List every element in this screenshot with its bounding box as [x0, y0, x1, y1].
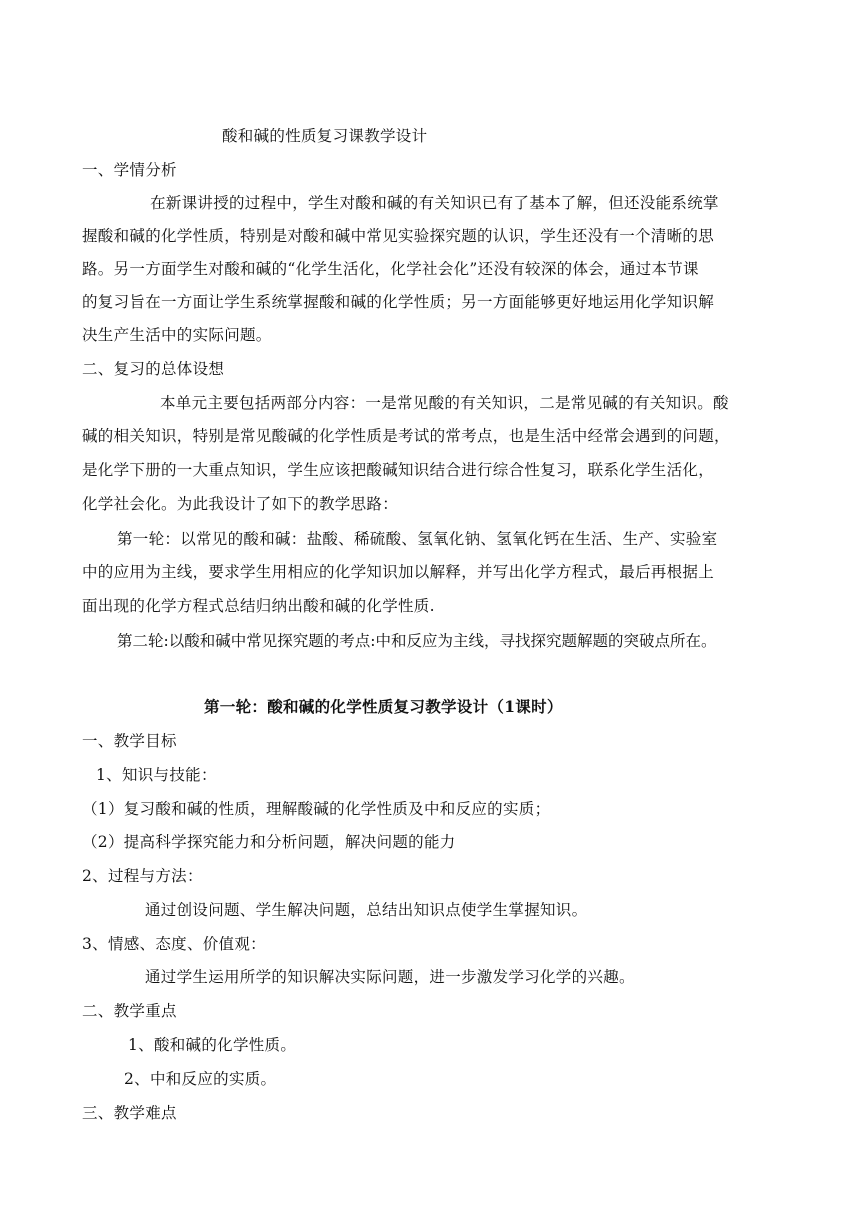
subheading-process-methods: 2、过程与方法： [82, 867, 203, 885]
list-item: 2、中和反应的实质。 [124, 1070, 277, 1088]
section-heading-teaching-goals: 一、教学目标 [82, 732, 177, 750]
section-heading-learner-analysis: 一、学情分析 [82, 161, 177, 179]
paragraph-line: 中的应用为主线，要求学生用相应的化学知识加以解释，并写出化学方程式，最后再根据上 [82, 563, 715, 581]
list-item: 1、酸和碱的化学性质。 [128, 1036, 297, 1054]
section-heading-key-points: 二、教学重点 [82, 1002, 177, 1020]
paragraph-line: 决生产生活中的实际问题。 [82, 326, 272, 344]
paragraph-line: 是化学下册的一大重点知识，学生应该把酸碱知识结合进行综合性复习，联系化学生活化， [82, 461, 715, 479]
paragraph-line: 通过学生运用所学的知识解决实际问题，进一步激发学习化学的兴趣。 [145, 968, 635, 986]
paragraph-line: 握酸和碱的化学性质，特别是对酸和碱中常见实验探究题的认识，学生还没有一个清晰的思 [82, 227, 715, 245]
paragraph-line: 在新课讲授的过程中，学生对酸和碱的有关知识已有了基本了解，但还没能系统掌 [150, 194, 719, 212]
list-item: （2）提高科学探究能力和分析问题，解决问题的能力 [82, 833, 456, 851]
paragraph-line: 的复习旨在一方面让学生系统掌握酸和碱的化学性质；另一方面能够更好地运用化学知识解 [82, 293, 715, 311]
section-heading-difficult-points: 三、教学难点 [82, 1104, 177, 1122]
document-title: 酸和碱的性质复习课教学设计 [222, 127, 428, 145]
section-heading-overall-plan: 二、复习的总体设想 [82, 360, 225, 378]
paragraph-line: 化学社会化。为此我设计了如下的教学思路： [82, 495, 399, 513]
paragraph-line: 第二轮:以酸和碱中常见探究题的考点:中和反应为主线，寻找探究题解题的突破点所在。 [117, 632, 717, 650]
paragraph-line: 第一轮：以常见的酸和碱：盐酸、稀硫酸、氢氧化钠、氢氧化钙在生活、生产、实验室 [117, 530, 718, 548]
part-title: 第一轮：酸和碱的化学性质复习教学设计（1课时） [204, 697, 563, 716]
paragraph-line: 本单元主要包括两部分内容：一是常见酸的有关知识，二是常见碱的有关知识。酸 [160, 394, 729, 412]
paragraph-line: 面出现的化学方程式总结归纳出酸和碱的化学性质. [82, 597, 435, 615]
paragraph-line: 通过创设问题、学生解决问题，总结出知识点使学生掌握知识。 [145, 901, 588, 919]
paragraph-line: 碱的相关知识，特别是常见酸碱的化学性质是考试的常考点，也是生活中经常会遇到的问题， [82, 427, 730, 445]
subheading-knowledge-skills: 1、知识与技能： [96, 766, 217, 784]
subheading-emotion-values: 3、情感、态度、价值观： [82, 935, 266, 953]
paragraph-line: 路。另一方面学生对酸和碱的“化学生活化，化学社会化”还没有较深的体会，通过本节课 [82, 260, 699, 278]
list-item: （1）复习酸和碱的性质，理解酸碱的化学性质及中和反应的实质； [82, 800, 551, 818]
